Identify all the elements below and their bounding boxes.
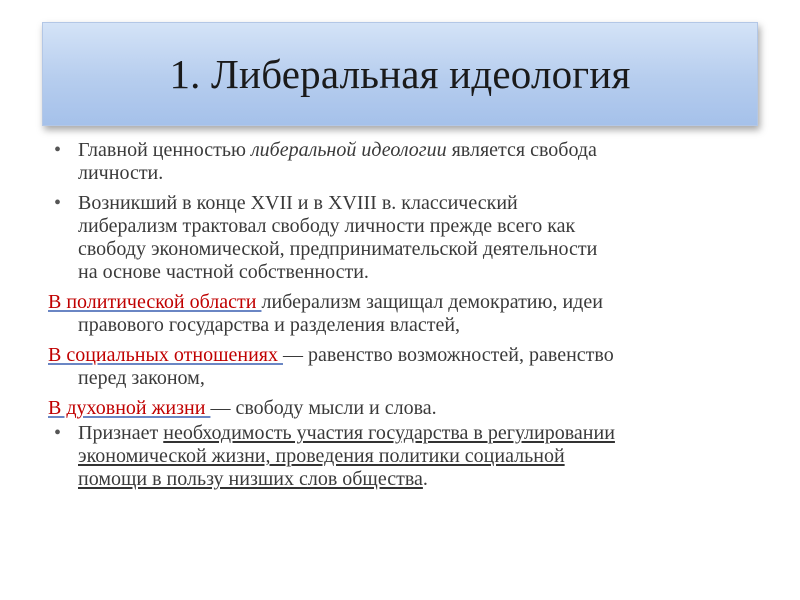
italic-phrase: либеральной идеологии — [250, 139, 447, 161]
bullet-line: личности. — [78, 162, 164, 184]
title-box — [42, 22, 758, 126]
bullet-icon: • — [54, 422, 62, 444]
underlined-phrase: необходимость участия государства в регулировании — [163, 422, 615, 444]
bullet-line — [78, 139, 768, 162]
slide-content — [48, 139, 768, 498]
spiritual-link[interactable]: В духовной жизни — [48, 397, 211, 419]
bullet-icon: • — [54, 192, 62, 214]
bullet-line — [78, 468, 768, 491]
text-segment: — свободу мысли и слова. — [210, 397, 437, 419]
bullet-line: свободу экономической, предпринимательской деятельности — [78, 238, 598, 260]
political-link[interactable]: В политической области — [48, 291, 262, 313]
bullet-item-main-value — [48, 139, 768, 185]
paragraph-line: перед законом, — [78, 367, 205, 389]
paragraph-line — [48, 344, 768, 367]
bullet-line: на основе частной собственности. — [78, 261, 369, 283]
underlined-phrase: экономической жизни, проведения политики социальной — [78, 445, 565, 467]
paragraph-line — [48, 397, 768, 420]
paragraph-spiritual — [48, 397, 768, 420]
bullet-line: Возникший в конце XVII и в XVIII в. классический — [78, 192, 518, 214]
underlined-phrase: помощи в пользу низших слов общества — [78, 468, 423, 490]
bullet-icon: • — [54, 139, 62, 161]
bullet-item-state-role — [48, 422, 768, 491]
text-segment: Главной ценностью — [78, 139, 251, 161]
bullet-line — [78, 422, 768, 445]
slide-title: 1. Либеральная идеология — [169, 51, 631, 97]
paragraph-line — [48, 291, 768, 314]
bullet-item-classic-liberalism — [48, 192, 768, 284]
social-link[interactable]: В социальных отношениях — [48, 344, 283, 366]
text-segment: является свобода — [446, 139, 597, 161]
text-segment: — равенство возможностей, равенство — [282, 344, 614, 366]
bullet-line: либерализм трактовал свободу личности прежде всего как — [78, 215, 576, 237]
text-segment: либерализм защищал демократию, идеи — [261, 291, 603, 313]
text-segment: . — [422, 468, 428, 490]
paragraph-line: правового государства и разделения властей, — [78, 314, 461, 336]
bullet-line — [78, 445, 768, 468]
paragraph-political — [48, 291, 768, 337]
text-segment: Признает — [78, 422, 164, 444]
paragraph-social — [48, 344, 768, 390]
